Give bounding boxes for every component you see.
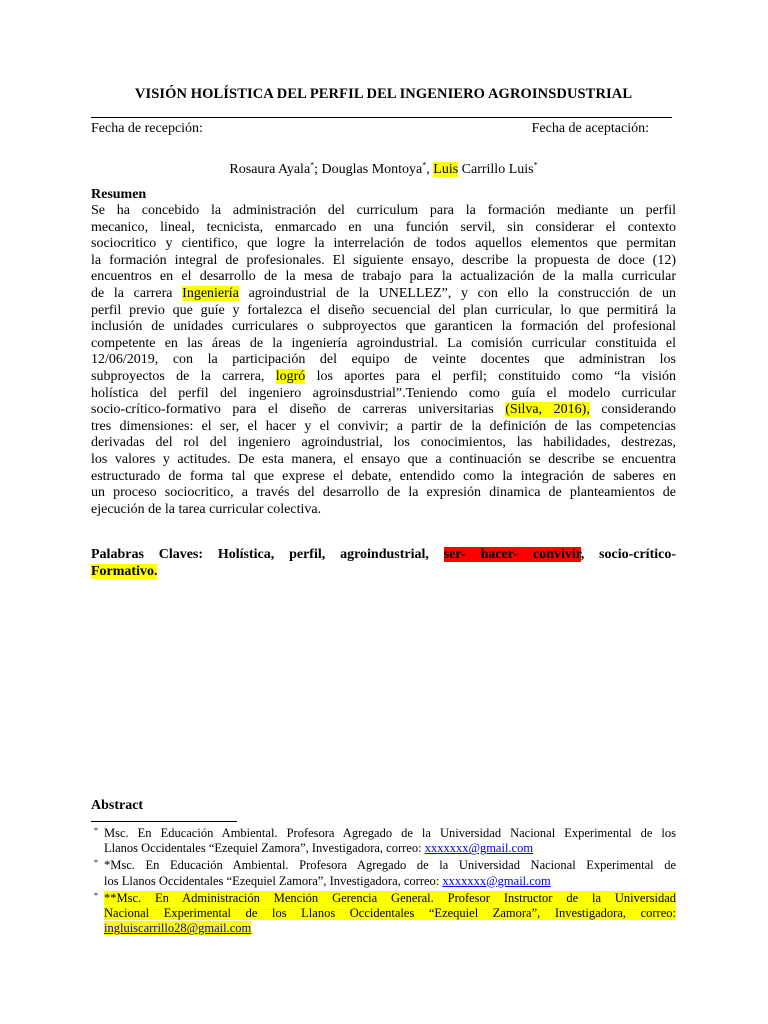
- highlight-citation: (Silva, 2016),: [505, 402, 590, 418]
- author-sep-1: ;: [314, 162, 322, 177]
- author-2-mark: *: [422, 160, 427, 170]
- footnote-line: [104, 921, 676, 936]
- resumen-line: un proceso sociocritico, a través del desarrollo de la expresión dinamica de planteamientos de: [91, 485, 676, 501]
- resumen-line: mecanico, lineal, tecnicista, enmarcado en una función servil, sin considerar el contexto: [91, 219, 676, 235]
- footnote-line: *Msc. En Educación Ambiental. Profesora Agregado de la Universidad Nacional Experimental de: [104, 858, 676, 873]
- footnote-line: [104, 841, 676, 856]
- resumen-line: [91, 369, 676, 386]
- text-run: Llanos Occidentales “Ezequiel Zamora”, Investigadora, correo:: [104, 841, 425, 856]
- resumen-heading: Resumen: [91, 187, 147, 202]
- footnote-1: [91, 826, 676, 857]
- footnote-line: [104, 891, 676, 906]
- fecha-aceptacion-label: Fecha de aceptación:: [531, 121, 649, 136]
- document-title: VISIÓN HOLÍSTICA DEL PERFIL DEL INGENIERO AGROINSDUSTRIAL: [134, 86, 633, 102]
- resumen-line: Se ha concebido la administración del curriculum para la formación mediante un perfil: [91, 203, 676, 218]
- authors-line: [91, 162, 676, 178]
- author-sep-2: ,: [426, 162, 434, 177]
- resumen-line: perfil previo que guíe y fortalezca el diseño secuencial del plan curricular, lo que permitirá la: [91, 302, 676, 318]
- resumen-line: 12/06/2019, con la participación del equipo de veinte docentes que administran los: [91, 352, 676, 368]
- footnote-mark: *: [94, 890, 98, 900]
- resumen-line: [91, 286, 676, 303]
- author-3-mark: *: [533, 160, 538, 170]
- resumen-line: holística del perfil del ingeniero agroinsdustrial”.Teniendo como guía el modelo curricular: [91, 385, 676, 401]
- footnote-line: [104, 874, 676, 889]
- footnote-separator: [91, 821, 237, 822]
- text-run: de la carrera: [91, 285, 183, 301]
- footnote-line: Msc. En Educación Ambiental. Profesora Agregado de la Universidad Nacional Experimental de los: [104, 826, 676, 840]
- keywords: [91, 546, 676, 580]
- keywords-line: [91, 546, 676, 563]
- footnote-mark: *: [94, 858, 98, 868]
- author-3: Carrillo Luis: [458, 162, 534, 177]
- text-run: Nacional Experimental de los Llanos Occidentales “Ezequiel Zamora”, Investigadora, correo:: [104, 906, 676, 921]
- keywords-formativo: Formativo.: [91, 564, 158, 579]
- footnotes: [91, 826, 676, 938]
- email-link[interactable]: xxxxxxx@gmail.com: [424, 841, 534, 856]
- resumen-line: sociocritico y cientifico, que logre la interrelación de todos aquellos elementos que permitan: [91, 236, 676, 252]
- email-link[interactable]: ingluiscarrillo28@gmail.com: [104, 921, 252, 936]
- author-2: Douglas Montoya: [321, 162, 423, 177]
- author-1-mark: *: [310, 160, 315, 170]
- abstract-heading: Abstract: [91, 798, 144, 813]
- resumen-line: [91, 402, 676, 419]
- keywords-line: [91, 563, 676, 580]
- resumen-line: los valores y actitudes. De esta manera, el ensayo que a continuación se describe se encuentra: [91, 451, 676, 467]
- keywords-suffix: , socio-crítico-: [580, 547, 676, 562]
- resumen-body: [91, 203, 676, 518]
- resumen-line: la formación integral de profesionales. El siguiente ensayo, describe la propuesta de doce (12): [91, 252, 676, 268]
- fecha-recepcion-label: Fecha de recepción:: [91, 121, 203, 136]
- text-run: considerando: [589, 402, 676, 418]
- keywords-prefix: Palabras Claves: Holística, perfil, agroindustrial,: [91, 547, 444, 562]
- footnote-line: [104, 906, 676, 921]
- title-divider: [91, 117, 672, 118]
- footnote-2: [91, 858, 676, 889]
- resumen-line: encuentros en el desarrollo de la mesa de trabajo para la actualización de la malla curricular: [91, 269, 676, 285]
- footnote-mark: *: [94, 826, 98, 835]
- keywords-red-highlight: ser- hacer- convivir: [443, 547, 581, 562]
- footnote-3: [91, 891, 676, 937]
- resumen-line: competente en las áreas de la ingeniería agroindustrial. La comisión curricular constituida el: [91, 335, 676, 351]
- text-run: subproyectos de la carrera,: [91, 368, 276, 384]
- highlight-ingenieria: Ingeniería: [182, 285, 239, 301]
- email-link[interactable]: xxxxxxx@gmail.com: [442, 873, 551, 888]
- resumen-line: estructurado de forma tal que exprese el debate, entendido como la integración de saberes en: [91, 468, 676, 484]
- resumen-line: tres dimensiones: el ser, el hacer y el convivir; a partir de la definición de las competencias: [91, 418, 676, 434]
- text-run: socio-crítico-formativo para el diseño de carreras universitarias: [91, 402, 506, 418]
- text-run: agroindustrial de la UNELLEZ”, y con ello la construcción de un: [238, 285, 676, 301]
- author-3-highlight: Luis: [433, 162, 459, 177]
- highlight-logro: logró: [275, 368, 306, 384]
- text-run: **Msc. En Administración Mención Gerencia General. Profesor Instructor de la Universidad: [104, 890, 676, 905]
- text-run: los Llanos Occidentales “Ezequiel Zamora”, Investigadora, correo:: [104, 873, 443, 888]
- text-run: los aportes para el perfil; constituido como “la visión: [305, 368, 676, 384]
- resumen-line: inclusión de unidades curriculares o subproyectos que garanticen la formación del profesional: [91, 319, 676, 335]
- author-1: Rosaura Ayala: [229, 162, 311, 177]
- resumen-line: ejecución de la tarea curricular colectiva.: [91, 501, 322, 517]
- resumen-line: derivadas del rol del ingeniero agroindustrial, los conocimientos, las habilidades, destrezas,: [91, 435, 676, 451]
